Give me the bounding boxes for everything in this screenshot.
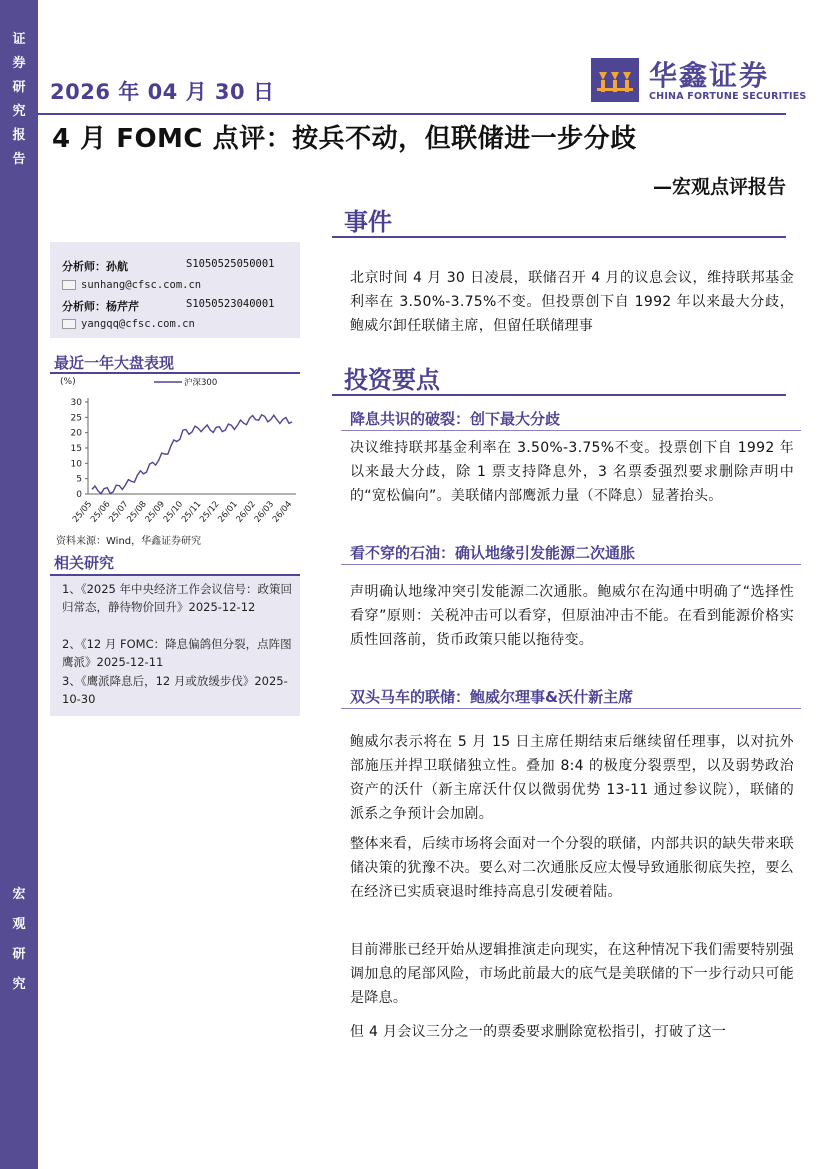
- chart-y-tick-label: 5: [76, 474, 82, 485]
- analyst-email-row: [62, 318, 195, 330]
- point-text: 决议维持联邦基金利率在 3.50%-3.75%不变。投票创下自 1992 年以来最大分歧，除 1 票支持降息外，3 名票委强烈要求删除声明中的“宽松偏向”。美联储内部鹰派力量（不降息）显著抬头。: [350, 440, 794, 504]
- chart-x-tick-label: 25/05: [70, 499, 95, 525]
- market-performance-chart: [50, 372, 300, 532]
- envelope-icon: [62, 280, 76, 290]
- body-paragraph: 目前滞胀已经开始从逻辑推演走向现实，在这种情况下我们需要特别强调加息的尾部风险，市场此前最大的底气是美联储的下一步行动只可能是降息。: [350, 942, 794, 1006]
- analyst-row-1: [62, 258, 275, 274]
- sidebar-bottom-label: [0, 880, 38, 1000]
- analyst-name: 分析师：孙航: [62, 260, 128, 273]
- sidebar-bottom-text: 宏 观 研 究: [12, 887, 26, 992]
- sidebar-top-text: 证 券 研 究 报 告: [12, 32, 26, 167]
- market-heading: 最近一年大盘表现: [54, 354, 175, 372]
- report-subtitle: —宏观点评报告: [652, 176, 786, 198]
- analyst-cert-code: S1050523040001: [186, 298, 275, 310]
- chart-y-tick-label: 15: [70, 444, 82, 454]
- chart-legend-label: 沪深300: [184, 378, 218, 388]
- chart-series-line: [92, 415, 292, 494]
- chart-x-tick-label: 25/10: [161, 499, 186, 525]
- point-text: 鲍威尔表示将在 5 月 15 日主席任期结束后继续留任理事，以对抗外部施压并捍卫联储独立性。叠加 8:4 的极度分裂票型，以及弱势政治资产的沃什（新主席沃什仅以微弱优势 13-11 通过参议院），联储的派系之争预计会加剧。: [350, 734, 794, 822]
- chart-y-label: (%): [60, 377, 76, 387]
- logo-mark-icon: [591, 58, 639, 102]
- analyst-row-2: [62, 298, 275, 314]
- report-date: 2026 年 04 月 30 日: [50, 80, 275, 104]
- point-heading: 双头马车的联储：鲍威尔理事&沃什新主席: [350, 688, 634, 706]
- chart-x-tick-label: 25/11: [179, 499, 204, 525]
- body-paragraph: 但 4 月会议三分之一的票委要求删除宽松指引，打破了这一: [350, 1024, 727, 1040]
- related-heading: 相关研究: [54, 554, 115, 572]
- chart-x-tick-label: 26/04: [270, 499, 295, 525]
- chart-y-tick-label: 20: [70, 428, 82, 439]
- chart-x-tick-label: 25/07: [107, 499, 131, 525]
- analyst-email[interactable]: yangqq@cfsc.com.cn: [81, 318, 195, 330]
- analyst-name: 分析师：杨芹芹: [62, 300, 139, 313]
- analyst-cert-code: S1050525050001: [186, 258, 275, 270]
- chart-y-tick-label: 10: [70, 459, 82, 470]
- related-item[interactable]: 3、《鹰派降息后，12 月或放缓步伐》2025-10-30: [62, 674, 288, 706]
- point-heading-rule: [341, 564, 801, 565]
- chart-x-tick-label: 25/08: [125, 499, 149, 525]
- chart-y-tick-label: 30: [70, 398, 82, 408]
- points-heading-rule: [332, 394, 786, 396]
- point-heading: 降息共识的破裂：创下最大分歧: [350, 410, 561, 428]
- event-text: 北京时间 4 月 30 日凌晨，联储召开 4 月的议息会议，维持联邦基金利率在 3.50%-3.75%不变。但投票创下自 1992 年以来最大分歧，鲍威尔卸任联储主席，但留任联储理事: [350, 270, 794, 334]
- sidebar-top-label: [0, 28, 38, 172]
- chart-x-tick-label: 25/06: [89, 499, 113, 525]
- chart-x-tick-label: 25/12: [198, 499, 222, 525]
- related-item[interactable]: 2、《12 月 FOMC：降息偏鸽但分裂，点阵图鹰派》2025-12-11: [62, 637, 292, 669]
- chart-y-tick-label: 0: [76, 490, 82, 500]
- point-text: 声明确认地缘冲突引发能源二次通胀。鲍威尔在沟通中明确了“选择性看穿”原则：关税冲击可以看穿，但原油冲击不能。在看到能源价格实质性回落前，货币政策只能以拖待变。: [350, 584, 794, 648]
- chart-x-tick-label: 25/09: [143, 499, 168, 525]
- body-paragraph: 整体来看，后续市场将会面对一个分裂的联储，内部共识的缺失带来联储决策的犹豫不决。要么对二次通胀反应太慢导致通胀彻底失控，要么在经济已实质衰退时维持高息引发硬着陆。: [350, 836, 794, 900]
- analyst-email-row: [62, 279, 201, 291]
- logo-name-en: CHINA FORTUNE SECURITIES: [649, 91, 807, 102]
- event-heading-rule: [332, 236, 786, 238]
- chart-x-tick-label: 26/03: [252, 499, 277, 525]
- chart-x-tick-label: 26/02: [234, 499, 258, 525]
- points-heading: 投资要点: [344, 366, 440, 394]
- point-heading: 看不穿的石油：确认地缘引发能源二次通胀: [350, 544, 636, 562]
- title-divider: [38, 113, 786, 115]
- event-heading: 事件: [344, 208, 392, 236]
- analyst-email[interactable]: sunhang@cfsc.com.cn: [81, 279, 202, 291]
- point-heading-rule: [341, 708, 801, 709]
- report-title: 4 月 FOMC 点评：按兵不动，但联储进一步分歧: [52, 124, 637, 154]
- logo-name-cn: 华鑫证券: [649, 59, 770, 92]
- point-heading-rule: [341, 430, 801, 431]
- chart-x-tick-label: 26/01: [216, 499, 240, 525]
- chart-source: 资料来源：Wind，华鑫证券研究: [56, 536, 202, 547]
- related-item[interactable]: 1、《2025 年中央经济工作会议信号：政策回归常态，静待物价回升》2025-12-12: [62, 582, 292, 614]
- chart-y-tick-label: 25: [70, 413, 82, 424]
- envelope-icon: [62, 319, 76, 329]
